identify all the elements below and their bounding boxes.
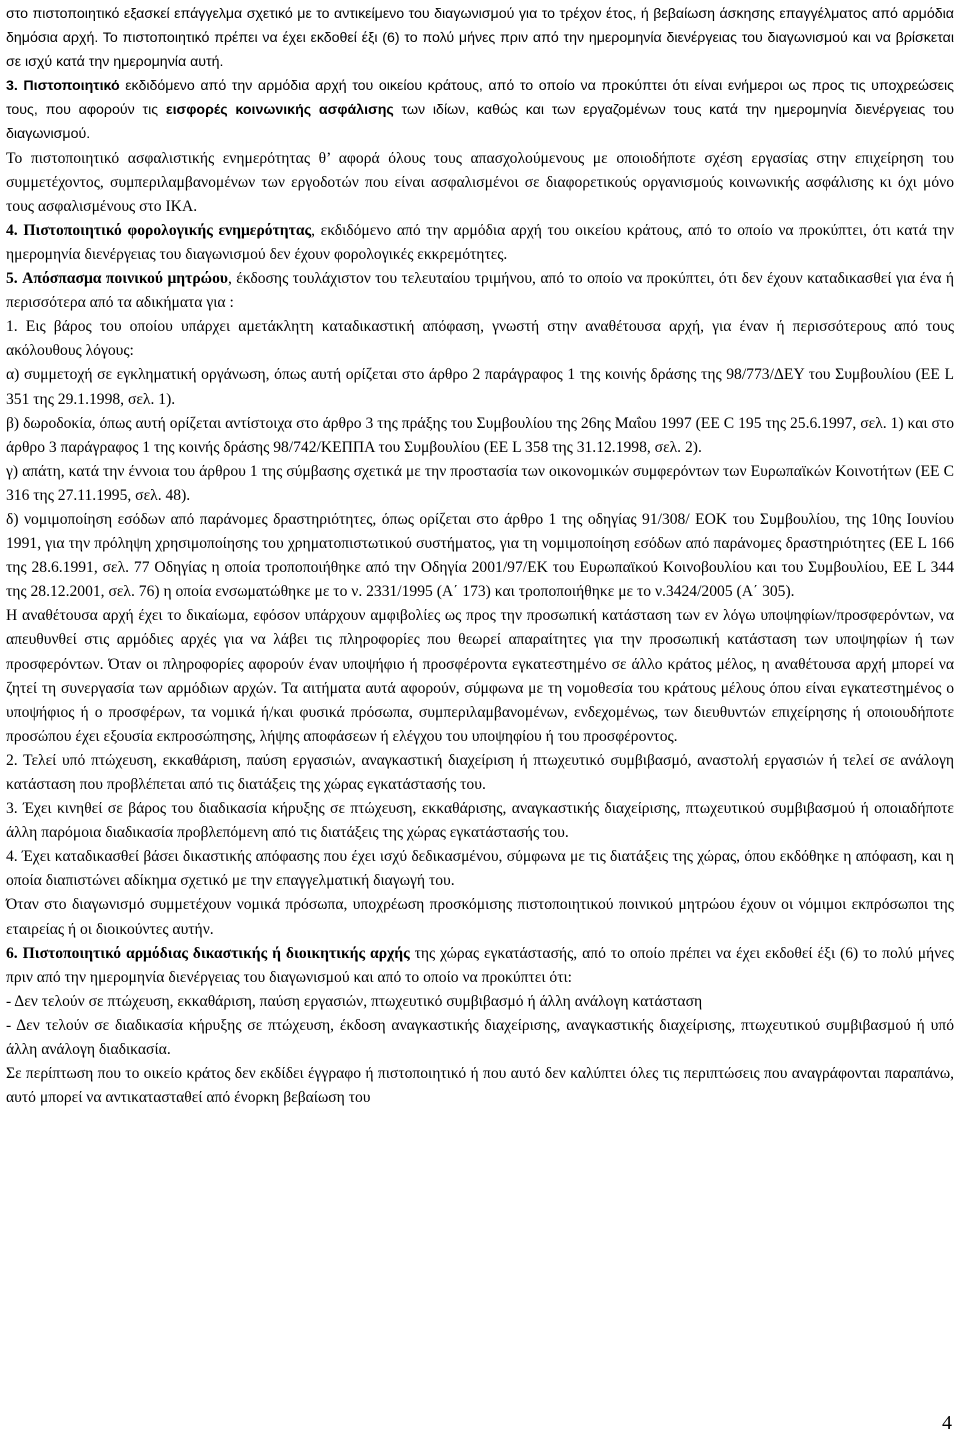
paragraph-insurance-scope: Το πιστοποιητικό ασφαλιστικής ενημερότητας θ’ αφορά όλους τους απασχολούμενους με οποιοδήποτε σχέση εργασίας στην επιχείρηση του συμμετέχοντος, συμπεριλαμβανομένων των εργοδοτών που είναι ασφαλισμένοι σε διαφορετικούς οργανισμούς κοινωνικής ασφάλισης κι όχι μόνο τους ασφαλισμένους στο ΙΚΑ. — [6, 149, 954, 215]
item-number: 5. — [6, 270, 18, 288]
paragraph-intro: στο πιστοποιητικό εξασκεί επάγγελμα σχετικό με το αντικείμενο του διαγωνισμού για το τρέχον έτος, ή βεβαίωση άσκησης επαγγέλματος από αρμόδια δημόσια αρχή. Το πιστοποιητικό πρέπει να έχει εκδοθεί έξι (6) το πολύ μήνες πριν από την ημερομηνία διενέργειας του διαγωνισμού και να βρίσκεται σε ισχύ κατά την ημερομηνία αυτή. — [6, 6, 954, 71]
page-number: 4 — [942, 1412, 952, 1434]
paragraph-text: , εκδιδόμενο από την αρμόδια αρχή του οικείου κράτους, από το οποίο να προκύπτει, ότι κατά την ημερομηνία διενέργειας του διαγωνισμού δεν έχουν φορολογικές εκκρεμότητες. — [6, 221, 954, 263]
paragraph-6-dash-2: - Δεν τελούν σε διαδικασία κήρυξης σε πτώχευση, έκδοση αναγκαστικής διαχείρισης, αναγκαστικής διαχείρισης, πτωχευτικού συμβιβασμού ή υπό άλλη ανάλογη διαδικασία. — [6, 1016, 954, 1059]
paragraph-5-4: 4. Έχει καταδικασθεί βάσει δικαστικής απόφασης που έχει ισχύ δεδικασμένου, σύμφωνα με τις διατάξεις της χώρας, όπου εκδόθηκε η απόφαση, και η οποία διαπιστώνει αδίκημα σχετικό με την επαγγελματική διαγωγή του. — [6, 848, 954, 890]
item-number: 4. — [6, 221, 18, 239]
paragraph-text: των ιδίων, καθώς και των εργαζομένων τους κατά την ημερομηνία διενέργειας του διαγωνισμού. — [6, 102, 954, 143]
paragraph-5-criminal-record — [6, 267, 954, 315]
paragraph-text: , έκδοσης τουλάχιστον του τελευταίου τριμήνου, από το οποίο να προκύπτει, ότι δεν έχουν καταδικασθεί για ένα ή περισσότερα από τα αδικήματα για : — [6, 270, 954, 312]
paragraph-5-d: δ) νομιμοποίηση εσόδων από παράνομες δραστηριότητες, όπως ορίζεται στο άρθρο 1 της οδηγίας 91/308/ ΕΟΚ του Συμβουλίου, της 10ης Ιουνίου 1991, για την πρόληψη χρησιμοποίησης του χρηματοπιστωτικού συστήματος, για τη νομιμοποίηση εσόδων από παράνομες δραστηριότητες (ΕΕ L 166 της 28.6.1991, σελ. 77 Οδηγίας η οποία τροποποιήθηκε από την Οδηγία 2001/97/ΕΚ του Ευρωπαϊκού Κοινοβουλίου και του Συμβουλίου, ΕΕ L 344 της 28.12.2001, σελ. 76) η οποία ενσωματώθηκε με το ν. 2331/1995 (Α΄ 173) και τροποποιήθηκε με το ν.3424/2005 (Α΄ 305). — [6, 510, 954, 601]
paragraph-4-tax-certificate — [6, 219, 954, 267]
paragraph-5-c: γ) απάτη, κατά την έννοια του άρθρου 1 της σύμβασης σχετικά με την προστασία των οικονομικών συμφερόντων των Ευρωπαϊκών Κοινοτήτων (ΕΕ C 316 της 27.11.1995, σελ. 48). — [6, 462, 954, 504]
item-number: 6. — [6, 944, 18, 962]
paragraph-5-1: 1. Εις βάρος του οποίου υπάρχει αμετάκλητη καταδικαστική απόφαση, γνωστή στην αναθέτουσα αρχή, για έναν ή περισσότερους από τους ακόλουθους λόγους: — [6, 318, 954, 360]
paragraph-6-dash-1: - Δεν τελούν σε πτώχευση, εκκαθάριση, παύση εργασιών, πτωχευτικό συμβιβασμό ή άλλη ανάλογη κατάσταση — [6, 992, 703, 1010]
bold-term: Πιστοποιητικό φορολογικής ενημερότητας — [23, 221, 312, 239]
bold-term: Απόσπασμα ποινικού μητρώου — [22, 270, 228, 288]
paragraph-legal-entities: Όταν στο διαγωνισμό συμμετέχουν νομικά πρόσωπα, υποχρέωση προσκόμισης πιστοποιητικού ποινικού μητρώου έχουν οι νόμιμοι εκπρόσωποι της εταιρείας ή οι διοικούντες αυτήν. — [6, 896, 954, 938]
paragraph-6-court-certificate — [6, 942, 954, 990]
document-page — [6, 2, 954, 1110]
paragraph-authority-right: Η αναθέτουσα αρχή έχει το δικαίωμα, εφόσον υπάρχουν αμφιβολίες ως προς την προσωπική κατάσταση των εν λόγω υποψηφίων/προσφερόντων, να απευθυνθεί στις αρμόδιες αρχές για να λάβει τις πληροφορίες που θεωρεί απαραίτητες για την προσωπική κατάσταση των υποψηφίων ή των προσφερόντων. Όταν οι πληροφορίες αφορούν έναν υποψήφιο ή προσφέροντα εγκατεστημένο σε άλλο κράτος μέλος, η αναθέτουσα αρχή μπορεί να ζητεί τη συνεργασία των αρμόδιων αρχών. Τα αιτήματα αυτά αφορούν, σύμφωνα με τη νομοθεσία του κράτους μέλους όπου είναι εγκατεστημένος ο υποψήφιος ή ο προσφέρων, τα νομικά ή/και φυσικά πρόσωπα, συμπεριλαμβανομένων, ενδεχομένως, των διευθυντών επιχείρησης ή οποιουδήποτε προσώπου έχει εξουσία εκπροσώπησης, λήψης αποφάσεων ή ελέγχου του υποψηφίου ή του προσφέροντος. — [6, 607, 954, 745]
paragraph-5-2: 2. Τελεί υπό πτώχευση, εκκαθάριση, παύση εργασιών, αναγκαστική διαχείριση ή πτωχευτικό συμβιβασμό, αναστολή εργασιών ή τελεί σε ανάλογη κατάσταση που προβλέπεται από τις διατάξεις της χώρας εγκατάστασής του. — [6, 751, 954, 793]
paragraph-text: της χώρας εγκατάστασής, από το οποίο πρέπει να έχει εκδοθεί έξι (6) το πολύ μήνες πριν από την ημερομηνία διενέργειας του διαγωνισμού και από το οποίο να προκύπτει ότι: — [6, 944, 954, 986]
paragraph-text: εκδιδόμενο από την αρμόδια αρχή του οικείου κράτους, από το οποίο να προκύπτει ότι είναι ενήμεροι ως προς τις υποχρεώσεις τους, που αφορούν τις — [6, 78, 954, 119]
paragraph-5-b: β) δωροδοκία, όπως αυτή ορίζεται αντίστοιχα στο άρθρο 3 της πράξης του Συμβουλίου της 26ης Μαΐου 1997 (ΕΕ C 195 της 25.6.1997, σελ. 1) και στο άρθρο 3 παράγραφος 1 της κοινής δράσης 98/742/ΚΕΠΠΑ του Συμβουλίου (ΕΕ L 358 της 31.12.1998, σελ. 2). — [6, 414, 954, 456]
bold-term: Πιστοποιητικό αρμόδιας δικαστικής ή διοικητικής αρχής — [22, 944, 410, 962]
paragraph-5-3: 3. Έχει κινηθεί σε βάρος του διαδικασία κήρυξης σε πτώχευση, εκκαθάρισης, αναγκαστικής διαχείρισης, πτωχευτικού συμβιβασμού ή οποιαδήποτε άλλη παρόμοια διαδικασία προβλεπόμενη από τις διατάξεις της χώρας εγκατάστασής του. — [6, 800, 954, 842]
bold-term: Πιστοποιητικό — [23, 78, 120, 95]
paragraph-5-a: α) συμμετοχή σε εγκληματική οργάνωση, όπως αυτή ορίζεται στο άρθρο 2 παράγραφος 1 της κοινής δράσης της 98/773/ΔΕΥ του Συμβουλίου (ΕΕ L 351 της 29.1.1998, σελ. 1). — [6, 366, 954, 408]
paragraph-3-insurance-certificate — [6, 74, 954, 146]
bold-term: εισφορές κοινωνικής ασφάλισης — [165, 102, 394, 119]
paragraph-6-closing: Σε περίπτωση που το οικείο κράτος δεν εκδίδει έγγραφο ή πιστοποιητικό ή που αυτό δεν καλύπτει όλες τις περιπτώσεις που αναγράφονται παραπάνω, αυτό μπορεί να αντικατασταθεί από ένορκη βεβαίωση του — [6, 1065, 954, 1107]
item-number: 3. — [6, 78, 18, 95]
